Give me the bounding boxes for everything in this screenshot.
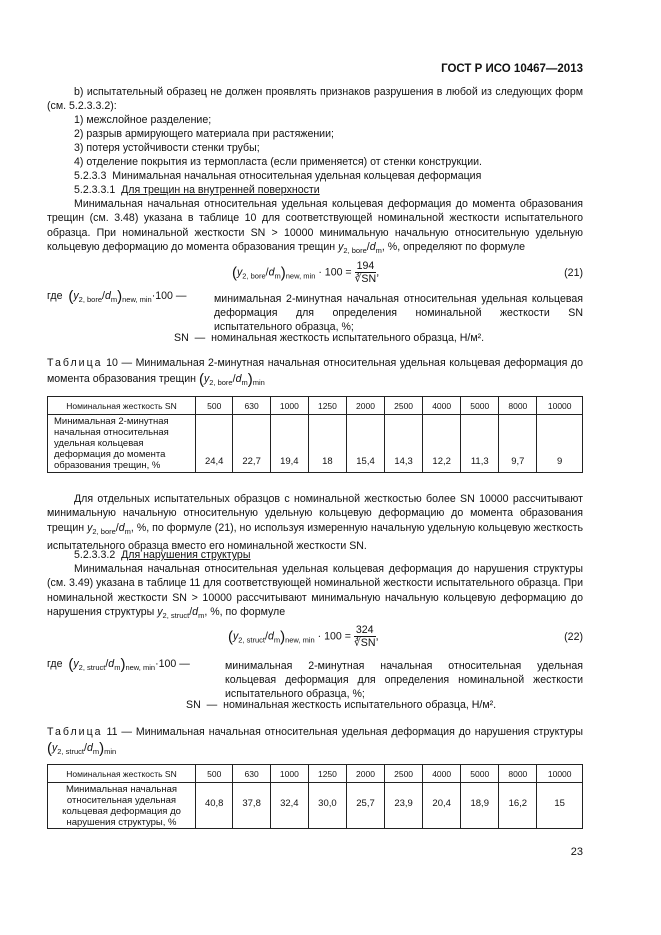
header-cell: 500 bbox=[196, 397, 233, 415]
symbol-slash: / bbox=[232, 373, 236, 385]
symbol-subscript: min bbox=[252, 378, 265, 387]
table-10-caption bbox=[47, 355, 583, 391]
list-item: 2) разрыв армирующего материала при растяжении; bbox=[74, 128, 334, 140]
symbol-subscript: 2, bore bbox=[343, 245, 367, 255]
symbol-subscript: 2, struct bbox=[78, 663, 106, 672]
section-number: 5.2.3.3.2 bbox=[74, 549, 116, 561]
fraction-numerator: 324 bbox=[355, 624, 374, 636]
header-cell: 1000 bbox=[270, 765, 308, 783]
section-52332-heading bbox=[74, 548, 250, 562]
paren-right: ) bbox=[99, 740, 105, 757]
symbol-y: y bbox=[87, 521, 93, 534]
value-cell: 12,2 bbox=[423, 415, 461, 473]
paren-left: ( bbox=[68, 656, 74, 673]
section-title: Минимальная начальная относительная удельная кольцевая деформация bbox=[112, 170, 482, 182]
paragraph-text: Для отдельных испытательных образцов с номинальной жесткостью более SN 10000 рассчитывают минимальную начальную относительную удельную кольцевую деформацию до момента образования трещин bbox=[47, 493, 583, 534]
symbol-slash: / bbox=[83, 742, 87, 754]
header-cell: 500 bbox=[196, 765, 233, 783]
symbol-subscript: 2, struct bbox=[238, 635, 265, 645]
paren-left: ( bbox=[47, 740, 52, 757]
paragraph-1 bbox=[47, 197, 583, 258]
value-cell: 15,4 bbox=[346, 415, 384, 473]
list-item: 4) отделение покрытия из термопласта (если применяется) от стенки конструкции. bbox=[74, 156, 482, 168]
where-symbol-22 bbox=[47, 657, 190, 675]
value-cell: 19,4 bbox=[270, 415, 308, 473]
caption-text: 10 — Минимальная 2-минутная начальная относительная удельная кольцевая деформация до момента образования трещин bbox=[47, 357, 583, 385]
equation-number-21: (21) bbox=[564, 267, 583, 279]
header-cell: 630 bbox=[233, 397, 270, 415]
paragraph-text: Минимальная начальная относительная удельная кольцевая деформация до момента образования трещин (см. 3.48) указана в таблице 10 для соответствующей номинальной жесткости испытательного образца. При номинальной жесткости SN > 10000 минимальную начальную относительную удельную кольцевую деформацию до момента образования трещин bbox=[47, 198, 583, 253]
symbol-d: d bbox=[104, 290, 111, 302]
paren-right: ) bbox=[247, 371, 253, 388]
symbol-subscript: m bbox=[114, 663, 121, 672]
symbol-d: d bbox=[192, 605, 199, 618]
section-title: Для трещин на внутренней поверхности bbox=[121, 184, 320, 196]
symbol-subscript: m bbox=[92, 747, 100, 756]
dash: — bbox=[206, 699, 218, 711]
table-row bbox=[48, 783, 583, 829]
symbol-subscript: new, min bbox=[285, 271, 316, 281]
symbol-subscript: min bbox=[104, 747, 117, 756]
value-cell: 30,0 bbox=[308, 783, 346, 829]
paren-right: ) bbox=[280, 264, 286, 282]
header-cell: 5000 bbox=[461, 397, 499, 415]
list-item: 3) потеря устойчивости стенки трубы; bbox=[74, 142, 260, 154]
value-cell: 15 bbox=[537, 783, 583, 829]
paragraph-b: b) испытательный образец не должен проявлять признаков разрушения в любой из следующих форм (см. 5.2.3.3.2): bbox=[47, 86, 583, 112]
table-10 bbox=[47, 396, 583, 473]
header-label: Номинальная жесткость SN bbox=[48, 397, 196, 415]
header-cell: 2500 bbox=[385, 397, 423, 415]
symbol-subscript: 2, struct bbox=[57, 747, 84, 756]
symbol-subscript: new, min bbox=[122, 295, 152, 304]
symbol-y: y bbox=[338, 240, 344, 253]
denominator-value: SN bbox=[361, 273, 377, 285]
section-title: Для нарушения структуры bbox=[121, 549, 251, 561]
formula-operator: ·100 bbox=[155, 658, 177, 670]
symbol-slash: / bbox=[189, 605, 193, 618]
dash: — bbox=[175, 290, 187, 302]
paren-right: ) bbox=[117, 288, 123, 305]
value-cell: 18,9 bbox=[461, 783, 499, 829]
header-label: Номинальная жесткость SN bbox=[48, 765, 196, 783]
symbol-subscript: 2, bore bbox=[92, 526, 116, 536]
symbol-subscript: new, min bbox=[125, 663, 156, 672]
header-cell: 8000 bbox=[499, 397, 537, 415]
symbol-subscript: m bbox=[241, 378, 248, 387]
paragraph-3 bbox=[47, 562, 583, 623]
dash: — bbox=[179, 658, 190, 670]
formula-operator: · 100 = bbox=[318, 266, 352, 279]
table-11-caption bbox=[47, 724, 583, 760]
symbol-subscript: 2, bore bbox=[209, 378, 233, 387]
symbol-subscript: 2, bore bbox=[242, 271, 266, 281]
symbol-slash: / bbox=[265, 266, 269, 279]
header-cell: 630 bbox=[233, 765, 270, 783]
paren-left: ( bbox=[228, 628, 233, 646]
header-cell: 4000 bbox=[423, 397, 461, 415]
sn-label: SN bbox=[186, 699, 201, 711]
header-cell: 1250 bbox=[308, 765, 346, 783]
cube-root-icon: ∛ bbox=[353, 637, 361, 649]
value-cell: 11,3 bbox=[461, 415, 499, 473]
paragraph-text: Минимальная начальная относительная удельная кольцевая деформация до нарушения структуры (см. 3.49) указана в таблице 11 для соответствующей номинальной жесткости испытательного образца. При номинальной жесткости SN > 10000 рассчитывают минимальную начальную кольцевую деформацию до нарушения структуры bbox=[47, 563, 583, 618]
fraction-numerator: 194 bbox=[356, 260, 375, 272]
caption-word: Таблица bbox=[47, 726, 103, 738]
fraction-denominator bbox=[354, 637, 376, 649]
list-item: 1) межслойное разделение; bbox=[74, 114, 212, 126]
document-id: ГОСТ Р ИСО 10467—2013 bbox=[441, 63, 583, 75]
symbol-subscript: m bbox=[375, 245, 382, 255]
fraction bbox=[354, 260, 380, 285]
value-cell: 16,2 bbox=[499, 783, 537, 829]
paren-right: ) bbox=[120, 656, 126, 673]
symbol-d: d bbox=[267, 630, 274, 643]
sn-definition: номинальная жесткость испытательного образца, Н/м². bbox=[211, 332, 485, 344]
symbol-subscript: new, min bbox=[285, 635, 315, 645]
symbol-d: d bbox=[268, 266, 275, 279]
paragraph-2 bbox=[47, 492, 583, 553]
symbol-y: y bbox=[73, 290, 79, 302]
header-cell: 8000 bbox=[499, 765, 537, 783]
symbol-subscript: m bbox=[273, 635, 281, 645]
paragraph-text: , %, определяют по формуле bbox=[381, 240, 526, 253]
value-cell: 9,7 bbox=[499, 415, 537, 473]
value-cell: 20,4 bbox=[423, 783, 461, 829]
section-number: 5.2.3.3 bbox=[74, 170, 107, 182]
symbol-y: y bbox=[237, 266, 243, 279]
symbol-d: d bbox=[108, 658, 115, 670]
symbol-y: y bbox=[203, 373, 210, 385]
caption-text: 11 — Минимальная начальная относительная удельная деформация до нарушения структуры bbox=[106, 726, 584, 738]
header-cell: 2000 bbox=[346, 397, 384, 415]
equation-number-22: (22) bbox=[564, 631, 583, 643]
paren-left: ( bbox=[232, 264, 237, 282]
table-row bbox=[48, 415, 583, 473]
row-label-cell bbox=[48, 415, 196, 473]
symbol-y: y bbox=[52, 742, 58, 754]
formula-punctuation: , bbox=[375, 630, 379, 643]
symbol-d: d bbox=[369, 240, 376, 253]
fraction-denominator bbox=[355, 273, 377, 285]
denominator-value: SN bbox=[360, 637, 376, 649]
header-cell: 1000 bbox=[270, 397, 308, 415]
paren-left: ( bbox=[68, 288, 74, 305]
symbol-subscript: m bbox=[124, 526, 131, 536]
formula-21 bbox=[232, 260, 379, 288]
symbol-y: y bbox=[73, 658, 79, 670]
where-symbol-21 bbox=[47, 289, 186, 307]
symbol-subscript: 2, struct bbox=[162, 610, 190, 620]
symbol-slash: / bbox=[366, 240, 370, 253]
symbol-slash: / bbox=[105, 658, 109, 670]
symbol-subscript: m bbox=[110, 295, 118, 304]
paren-left: ( bbox=[198, 371, 204, 388]
symbol-y: y bbox=[157, 605, 163, 618]
formula-operator: · 100 = bbox=[317, 630, 351, 643]
row-label: Минимальная 2-минутная начальная относительная удельная кольцевая деформация до момента образования трещин, % bbox=[54, 416, 169, 471]
formula-punctuation: , bbox=[376, 266, 380, 279]
paragraph-text: , %, по формуле bbox=[204, 605, 286, 618]
value-cell: 37,8 bbox=[233, 783, 270, 829]
value-cell: 40,8 bbox=[196, 783, 233, 829]
symbol-slash: / bbox=[102, 290, 105, 302]
value-cell: 14,3 bbox=[385, 415, 423, 473]
row-label-cell bbox=[48, 783, 196, 829]
failure-list bbox=[74, 113, 584, 169]
formula-22 bbox=[228, 624, 379, 652]
symbol-d: d bbox=[118, 521, 125, 534]
value-cell: 25,7 bbox=[346, 783, 384, 829]
header-cell: 10000 bbox=[537, 765, 583, 783]
header-cell: 1250 bbox=[308, 397, 346, 415]
header-cell: 4000 bbox=[423, 765, 461, 783]
where-sn-21 bbox=[174, 331, 484, 345]
symbol-subscript: m bbox=[198, 610, 205, 620]
fraction bbox=[354, 624, 376, 649]
value-cell: 9 bbox=[537, 415, 583, 473]
symbol-slash: / bbox=[264, 630, 268, 643]
symbol-slash: / bbox=[115, 521, 119, 534]
page-number: 23 bbox=[570, 846, 583, 858]
header-cell: 5000 bbox=[461, 765, 499, 783]
section-number: 5.2.3.3.1 bbox=[74, 184, 116, 196]
symbol-subscript: m bbox=[274, 271, 281, 281]
value-cell: 32,4 bbox=[270, 783, 308, 829]
row-label: Минимальная начальная относительная удельная кольцевая деформация до нарушения структуры, % bbox=[62, 783, 181, 828]
symbol-subscript: 2, bore bbox=[78, 295, 103, 304]
sn-label: SN bbox=[174, 332, 189, 344]
symbol-d: d bbox=[86, 742, 93, 754]
where-definition: минимальная 2-минутная начальная относительная удельная кольцевая деформация для определения номинальной жесткости SN испытательного образца, %; bbox=[214, 293, 583, 333]
value-cell: 23,9 bbox=[385, 783, 423, 829]
header-cell: 2000 bbox=[346, 765, 384, 783]
where-sn-22 bbox=[186, 698, 496, 712]
paren-right: ) bbox=[280, 628, 286, 646]
dash: — bbox=[194, 332, 206, 344]
symbol-y: y bbox=[233, 630, 239, 643]
table-header-row bbox=[48, 397, 583, 415]
cube-root-icon: ∛ bbox=[354, 273, 362, 285]
where-word: где bbox=[47, 658, 63, 670]
table-11 bbox=[47, 764, 583, 829]
where-word: где bbox=[47, 290, 63, 302]
symbol-d: d bbox=[235, 373, 242, 385]
value-cell: 22,7 bbox=[233, 415, 270, 473]
section-5233-heading bbox=[74, 169, 481, 183]
sn-definition: номинальная жесткость испытательного образца, Н/м². bbox=[223, 699, 497, 711]
paragraph-text: , %, по формуле (21), но используя измеренную начальную удельную кольцевую жесткость испытательного образца вместо его номинальной жесткости SN. bbox=[47, 521, 583, 552]
header-cell: 10000 bbox=[537, 397, 583, 415]
caption-word: Таблица bbox=[47, 357, 103, 369]
section-52331-heading bbox=[74, 183, 320, 197]
formula-operator: ·100 bbox=[151, 290, 173, 302]
where-definition: минимальная 2-минутная начальная относительная удельная кольцевая деформация для определения номинальной жесткости испытательного образца, %; bbox=[225, 660, 583, 700]
value-cell: 18 bbox=[308, 415, 346, 473]
table-header-row bbox=[48, 765, 583, 783]
value-cell: 24,4 bbox=[196, 415, 233, 473]
header-cell: 2500 bbox=[385, 765, 423, 783]
